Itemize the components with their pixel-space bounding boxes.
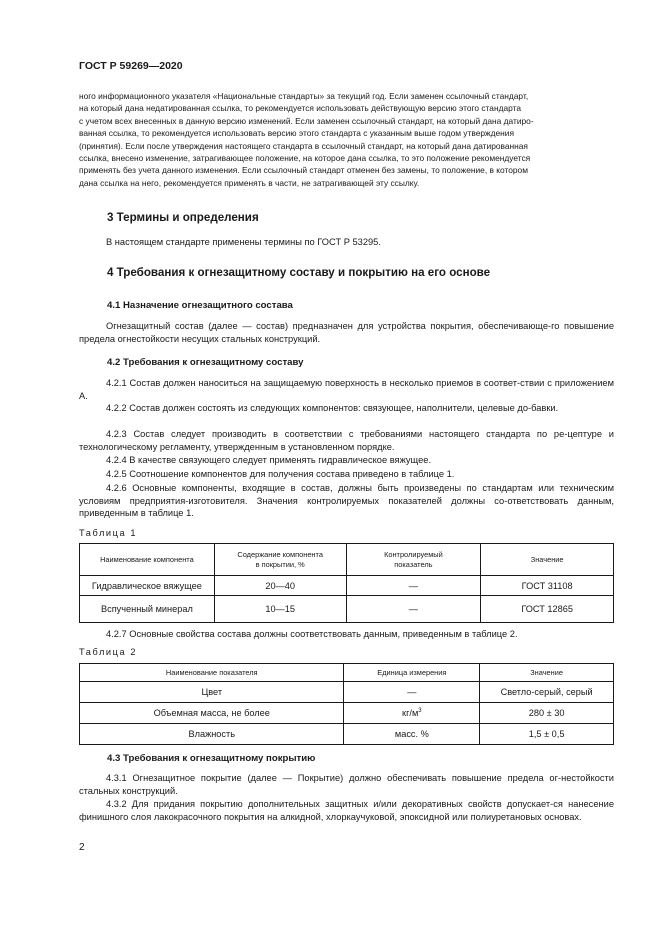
- table-1-header-cell: Содержание компонента в покрытии, %: [214, 544, 346, 576]
- table-cell: Цвет: [80, 682, 344, 703]
- clause-4-3-1: 4.3.1 Огнезащитное покрытие (далее — Покрытие) должно обеспечивать повышение предела ог-нестойкости стальных конструкций.: [79, 773, 614, 796]
- intro-line: (принятия). Если после утверждения настоящего стандарта в ссылочный стандарт, на который дана датированная: [79, 140, 528, 151]
- clause-4-2-6: 4.2.6 Основные компоненты, входящие в состав, должны быть произведены по стандартам или техническим условиям предприятия-изготовителя. Значения контролируемых показателей должны со-ответствовать данным, приведенным в таблице 1.: [79, 483, 614, 518]
- table-cell: Гидравлическое вяжущее: [80, 576, 215, 596]
- section-4-heading: 4 Требования к огнезащитному составу и покрытию на его основе: [107, 266, 491, 279]
- table-2-header-cell: Значение: [480, 664, 614, 682]
- table-1-header-row: [80, 544, 614, 576]
- table-cell: —: [346, 576, 481, 596]
- table-2: [79, 663, 614, 745]
- section-4-1-text: Огнезащитный состав (далее — состав) предназначен для устройства покрытия, обеспечивающе-го повышение предела огнестойкости несущих стальных конструкций.: [79, 321, 614, 344]
- section-3-heading: 3 Термины и определения: [107, 211, 259, 224]
- table-1: [79, 543, 614, 623]
- table-cell: 10—15: [214, 596, 346, 623]
- table-1-caption: Таблица 1: [79, 528, 138, 538]
- table-cell: 280 ± 30: [480, 703, 614, 724]
- table-cell: ГОСТ 31108: [481, 576, 614, 596]
- intro-line: дана ссылка на него, рекомендуется применять в части, не затрагивающей эту ссылку.: [79, 177, 420, 188]
- table-cell: Светло-серый, серый: [480, 682, 614, 703]
- clause-4-2-5: 4.2.5 Соотношение компонентов для получения состава приведено в таблице 1.: [106, 469, 455, 479]
- table-row: [80, 703, 614, 724]
- table-row: [80, 682, 614, 703]
- page-number: 2: [79, 842, 85, 853]
- clause-4-2-3: 4.2.3 Состав следует производить в соответствии с требованиями настоящего стандарта по ре-цептуре и технологическому регламенту, утвержденным в установленном порядке.: [79, 429, 614, 452]
- table-2-header-cell: Наименование показателя: [80, 664, 344, 682]
- intro-line: на который дана недатированная ссылка, то рекомендуется использовать действующую версию этого стандарта: [79, 103, 521, 114]
- clause-4-2-7: 4.2.7 Основные свойства состава должны соответствовать данным, приведенным в таблице 2.: [106, 629, 518, 639]
- table-cell: —: [346, 596, 481, 623]
- section-4-3-heading: 4.3 Требования к огнезащитному покрытию: [107, 753, 316, 764]
- clause-4-3-2: 4.3.2 Для придания покрытию дополнительных защитных и/или декоративных свойств допускает-ся нанесение финишного слоя лакокрасочного покрытия на алкидной, хлоркаучуковой, эпоксидной или полиуретановых основах.: [79, 799, 614, 822]
- clause-4-2-4: 4.2.4 В качестве связующего следует применять гидравлическое вяжущее.: [106, 455, 432, 465]
- table-cell: —: [344, 682, 480, 703]
- section-4-2-heading: 4.2 Требования к огнезащитному составу: [107, 357, 304, 368]
- table-cell: $кг/м^3$: [344, 703, 480, 724]
- table-cell: масс. %: [344, 724, 480, 745]
- table-cell: 1,5 ± 0,5: [480, 724, 614, 745]
- section-4-1-heading: 4.1 Назначение огнезащитного состава: [107, 300, 293, 311]
- table-row: [80, 724, 614, 745]
- table-1-header-cell: Значение: [481, 544, 614, 576]
- intro-line: ссылка, внесено изменение, затрагивающее положение, на которое дана ссылка, то это положение рекомендуется: [79, 153, 531, 164]
- table-1-header-cell: Контролируемый показатель: [346, 544, 481, 576]
- table-2-header-cell: Единица измерения: [344, 664, 480, 682]
- intro-line: ного информационного указателя «Национальные стандарты» за текущий год. Если заменен ссылочный стандарт,: [79, 91, 529, 101]
- intro-line: применять без учета данного изменения. Если ссылочный стандарт отменен без замены, то положение, в котором: [79, 165, 528, 176]
- table-cell: Вспученный минерал: [80, 596, 215, 623]
- table-cell: ГОСТ 12865: [481, 596, 614, 623]
- table-cell: Объемная масса, не более: [80, 703, 344, 724]
- table-1-header-cell: Наименование компонента: [80, 544, 215, 576]
- section-3-text: В настоящем стандарте применены термины по ГОСТ Р 53295.: [106, 237, 381, 247]
- intro-paragraph: [79, 90, 614, 189]
- intro-line: с учетом всех внесенных в данную версию изменений. Если заменен ссылочный стандарт, на который дана датиро-: [79, 115, 534, 126]
- clause-4-2-2: 4.2.2 Состав должен состоять из следующих компонентов: связующее, наполнители, целевые до-бавки.: [106, 403, 559, 413]
- table-cell: 20—40: [214, 576, 346, 596]
- table-cell: Влажность: [80, 724, 344, 745]
- intro-line: ванная ссылка, то рекомендуется использовать версию этого стандарта с указанным выше годом утверждения: [79, 128, 514, 139]
- table-row: [80, 576, 614, 596]
- table-2-header-row: [80, 664, 614, 682]
- document-id-header: ГОСТ Р 59269—2020: [79, 60, 183, 72]
- table-row: [80, 596, 614, 623]
- table-2-caption: Таблица 2: [79, 647, 138, 657]
- clause-4-2-1: 4.2.1 Состав должен наноситься на защищаемую поверхность в несколько приемов в соответ-ствии с приложением А.: [79, 378, 614, 401]
